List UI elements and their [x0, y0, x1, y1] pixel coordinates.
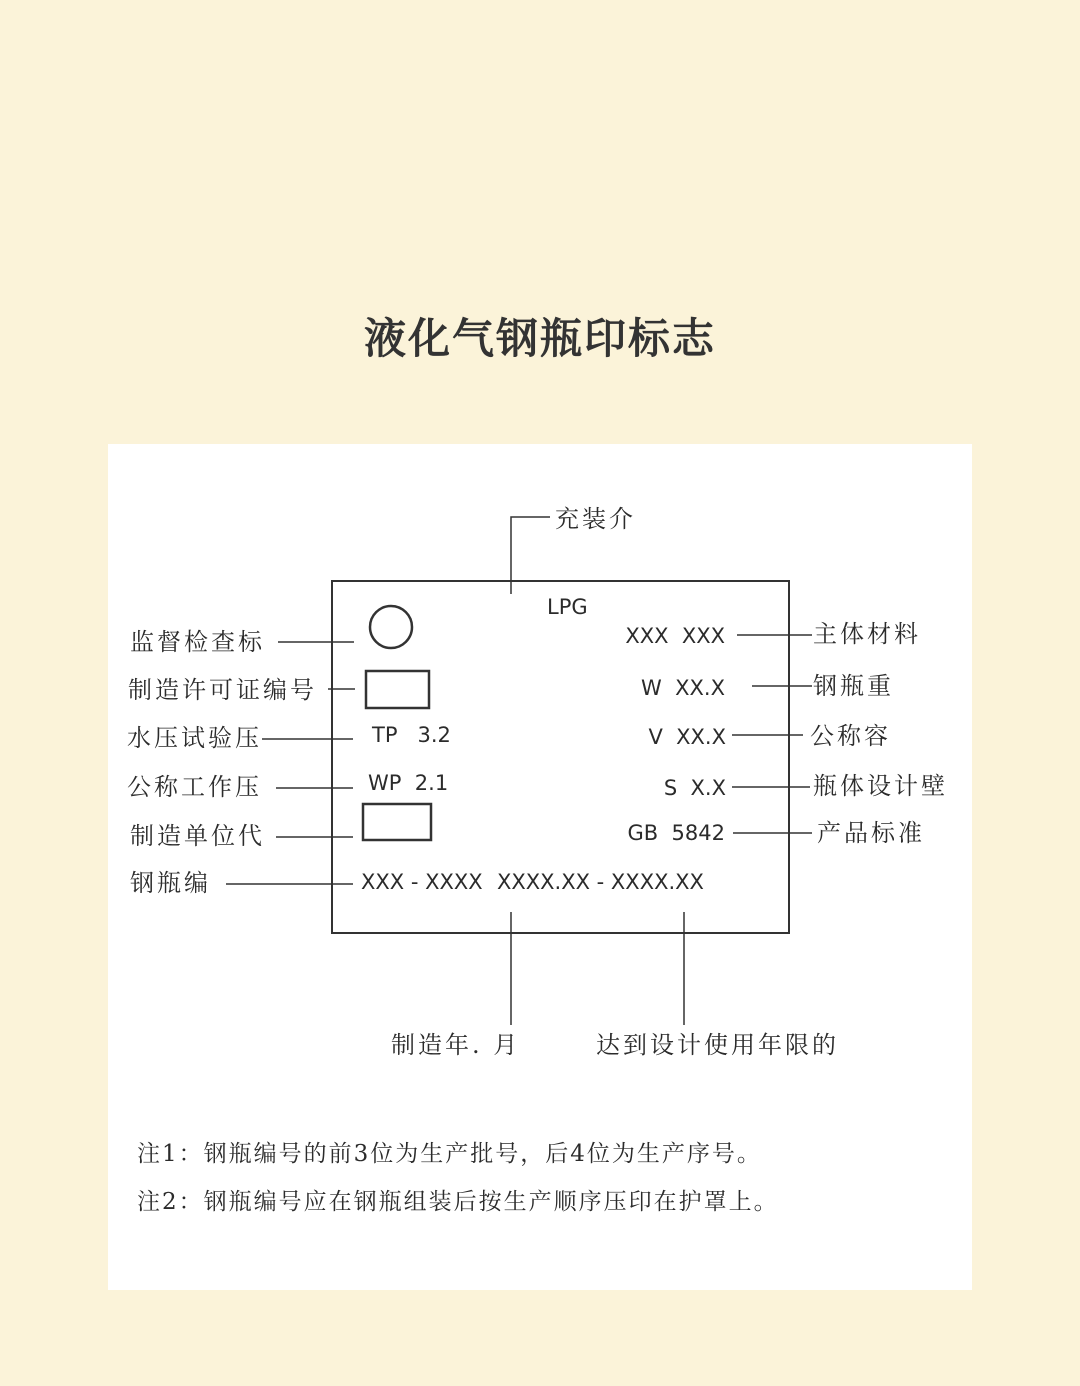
inspection-mark-circle [370, 606, 412, 648]
tp-value: TP 3.2 [372, 723, 451, 747]
label-cylinder-number: 钢瓶编 [130, 869, 211, 897]
label-manufacture-date: 制造年. 月 [391, 1031, 521, 1059]
label-nominal-volume: 公称容 [810, 722, 891, 750]
volume-value: V XX.X [648, 725, 726, 749]
material-value: XXX XXX [625, 624, 725, 648]
label-design-life: 达到设计使用年限的 [596, 1031, 839, 1059]
note-2: 注2：钢瓶编号应在钢瓶组装后按生产顺序压印在护罩上。 [137, 1189, 779, 1215]
serial-value: XXX - XXXX [361, 870, 483, 894]
top-leader-line [511, 517, 550, 594]
label-cylinder-weight: 钢瓶重 [813, 672, 894, 700]
label-nominal-working-pressure: 公称工作压 [127, 773, 262, 801]
label-wall-thickness: 瓶体设计壁 [813, 772, 948, 800]
wp-value: WP 2.1 [368, 771, 449, 795]
label-license-number: 制造许可证编号 [128, 676, 317, 704]
dates-value: XXXX.XX - XXXX.XX [497, 870, 704, 894]
note-1: 注1：钢瓶编号的前3位为生产批号，后4位为生产序号。 [137, 1141, 762, 1167]
license-number-box [366, 671, 429, 708]
label-product-standard: 产品标准 [817, 819, 925, 847]
manufacturer-code-box [363, 804, 431, 840]
label-inspection-mark: 监督检查标 [130, 628, 265, 656]
fill-medium-value: LPG [547, 595, 588, 619]
label-manufacturer-code: 制造单位代 [130, 822, 265, 850]
thickness-value: S X.X [663, 776, 726, 800]
label-main-material: 主体材料 [813, 620, 921, 648]
fill-medium-label: 充装介 [555, 505, 636, 533]
page-title: 液化气钢瓶印标志 [363, 314, 716, 363]
standard-value: GB 5842 [627, 821, 725, 845]
weight-value: W XX.X [641, 676, 725, 700]
label-hydro-test-pressure: 水压试验压 [127, 724, 262, 752]
